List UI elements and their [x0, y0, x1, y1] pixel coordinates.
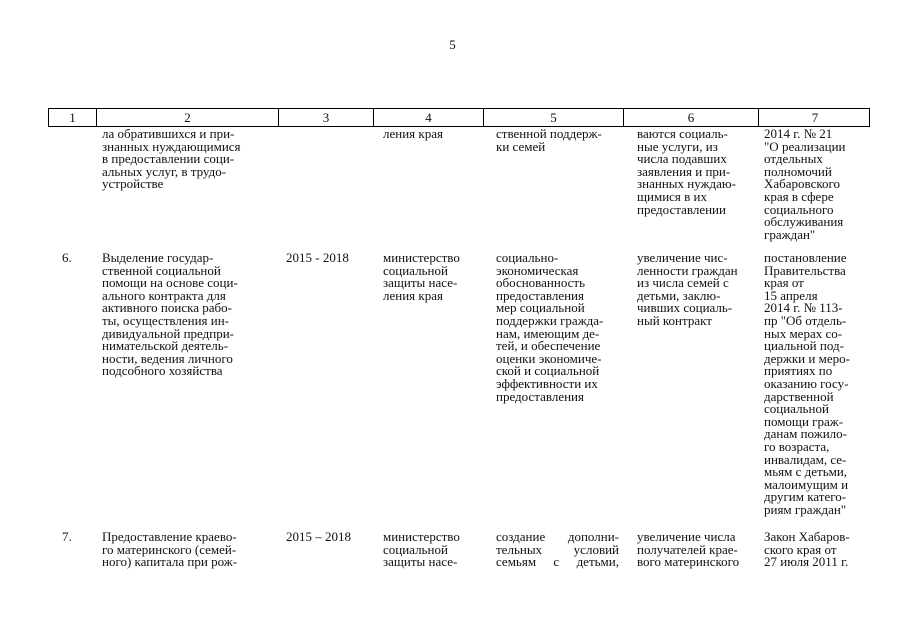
cell-line: ных мерах со-	[764, 325, 843, 341]
cell-line: инвалидам, се-	[764, 451, 847, 467]
cell-line: края от	[764, 275, 804, 291]
cell-line: ственной социальной	[102, 262, 221, 278]
cell-line: социальной	[764, 401, 829, 417]
cell-line: тей, и обеспечение	[496, 338, 601, 354]
column-number-4: 4	[374, 109, 484, 126]
legal-basis-cell	[758, 128, 870, 241]
page-number: 5	[449, 37, 456, 52]
cell-line: министерство	[383, 529, 460, 544]
cell-line: предоставления	[496, 287, 584, 303]
period-cell	[278, 128, 373, 241]
cell-line: Предоставление краево-	[102, 529, 237, 544]
executor-cell	[373, 128, 483, 241]
cell-line: тельных условий	[496, 541, 619, 557]
cell-line: 2015 - 2018	[286, 250, 349, 265]
cell-line: активного поиска рабо-	[102, 300, 232, 316]
cell-line: ные услуги, из	[637, 138, 718, 154]
cell-line: обоснованность	[496, 275, 586, 291]
column-number-3: 3	[279, 109, 374, 126]
cell-line: увеличение числа	[637, 529, 736, 544]
cell-line: предоставления	[496, 388, 584, 404]
cell-line: нимательской деятель-	[102, 338, 229, 354]
cell-line: ления края	[383, 126, 443, 141]
cell-line: социального	[764, 201, 834, 217]
cell-line: защиты насе-	[383, 275, 458, 291]
cell-line: экономическая	[496, 262, 579, 278]
column-number-6: 6	[624, 109, 759, 126]
cell-line: приятиях по	[764, 363, 833, 379]
cell-line: Хабаровского	[764, 176, 841, 192]
cell-line: риям граждан"	[764, 501, 847, 517]
cell-line: Правительства	[764, 262, 846, 278]
cell-line: знанных нуждаю-	[637, 176, 736, 192]
cell-line: постановление	[764, 250, 847, 265]
cell-line: дивидуальной предпри-	[102, 325, 234, 341]
cell-line: ного) капитала при рож-	[102, 554, 238, 570]
cell-line: "О реализации	[764, 138, 846, 154]
cell-line: отдельных	[764, 151, 823, 167]
column-number-5: 5	[484, 109, 624, 126]
cell-line: заявления и при-	[637, 163, 731, 179]
cell-line: семьям с детьми,	[496, 554, 619, 570]
cell-line: пр "Об отдель-	[764, 312, 847, 328]
result-cell	[623, 531, 758, 569]
cell-line: из числа семей с	[637, 275, 729, 291]
column-number-header	[48, 108, 870, 127]
cell-line: помощи на основе соци-	[102, 275, 238, 291]
period-cell	[278, 531, 373, 569]
cell-line: знанных нуждающимися	[102, 138, 241, 154]
measure-cell	[96, 252, 278, 516]
cell-line: защиты насе-	[383, 554, 458, 570]
row-number-cell: 7.	[62, 529, 72, 544]
mechanism-cell	[483, 252, 623, 516]
cell-line: дарственной	[764, 388, 834, 404]
cell-line: оценки экономиче-	[496, 350, 602, 366]
cell-line: другим катего-	[764, 489, 847, 505]
cell-line: ского края от	[764, 541, 837, 557]
cell-line: нам, имеющим де-	[496, 325, 600, 341]
cell-line: получателей крае-	[637, 541, 738, 557]
cell-line: оказанию госу-	[764, 375, 849, 391]
cell-line: Закон Хабаров-	[764, 529, 850, 544]
cell-line: подсобного хозяйства	[102, 363, 223, 379]
cell-line: мер социальной	[496, 300, 585, 316]
cell-line: увеличение чис-	[637, 250, 728, 265]
executor-cell	[373, 531, 483, 569]
executor-cell	[373, 252, 483, 516]
cell-line: граждан"	[764, 226, 816, 242]
cell-line: 15 апреля	[764, 287, 818, 303]
cell-line: чивших социаль-	[637, 300, 733, 316]
period-cell	[278, 252, 373, 516]
cell-line: ный контракт	[637, 312, 712, 328]
cell-line: малоимущим и	[764, 476, 849, 492]
cell-line: в предоставлении соци-	[102, 151, 235, 167]
cell-line: 2014 г. № 113-	[764, 300, 843, 316]
column-number-2: 2	[97, 109, 279, 126]
cell-line: 2015 – 2018	[286, 529, 351, 544]
cell-line: числа подавших	[637, 151, 727, 167]
cell-line: щимися в их	[637, 188, 707, 204]
cell-line: помощи граж-	[764, 413, 844, 429]
cell-line: ности, ведения личного	[102, 350, 233, 366]
cell-line: ленности граждан	[637, 262, 738, 278]
cell-line: обслуживания	[764, 214, 844, 230]
result-cell	[623, 252, 758, 516]
mechanism-cell	[483, 128, 623, 241]
cell-line: ственной поддерж-	[496, 126, 602, 141]
cell-line: альных услуг, в трудо-	[102, 163, 227, 179]
cell-line: 2014 г. № 21	[764, 126, 833, 141]
cell-line: мьям с детьми,	[764, 464, 848, 480]
legal-basis-cell	[758, 252, 870, 516]
cell-line: создание дополни-	[496, 529, 619, 544]
cell-line: социально-	[496, 250, 559, 265]
cell-line: предоставлении	[637, 201, 726, 217]
cell-line: ления края	[383, 287, 443, 303]
measure-cell	[96, 128, 278, 241]
cell-line: эффективности их	[496, 375, 598, 391]
cell-line: ла обратившихся и при-	[102, 126, 235, 141]
cell-line: министерство	[383, 250, 460, 265]
cell-line: края в сфере	[764, 188, 834, 204]
cell-line: 27 июля 2011 г.	[764, 554, 849, 570]
mechanism-cell	[483, 531, 623, 569]
cell-line: детьми, заклю-	[637, 287, 721, 303]
cell-line: ального контракта для	[102, 287, 226, 303]
cell-line: ки семей	[496, 138, 546, 154]
measure-cell	[96, 531, 278, 569]
cell-line: Выделение государ-	[102, 250, 214, 265]
cell-line: данам пожило-	[764, 426, 847, 442]
row-number-cell	[48, 128, 96, 241]
cell-line: ской и социальной	[496, 363, 600, 379]
cell-line: поддержки гражда-	[496, 312, 604, 328]
cell-line: ты, осуществления ин-	[102, 312, 230, 328]
cell-line: полномочий	[764, 163, 832, 179]
cell-line: ваются социаль-	[637, 126, 728, 141]
table-row-continuation	[48, 128, 870, 241]
column-number-1: 1	[49, 109, 97, 126]
row-number-cell: 6.	[62, 250, 72, 265]
table-row-7	[48, 531, 870, 569]
table-row-6	[48, 252, 870, 516]
cell-line: вого материнского	[637, 554, 740, 570]
column-number-7: 7	[811, 110, 819, 125]
cell-line: социальной	[383, 262, 448, 278]
cell-line: социальной	[383, 541, 448, 557]
cell-line: циальной под-	[764, 338, 844, 354]
result-cell	[623, 128, 758, 241]
cell-line: го возраста,	[764, 438, 830, 454]
cell-line: го материнского (семей-	[102, 541, 237, 557]
legal-basis-cell	[758, 531, 870, 569]
cell-line: держки и меро-	[764, 350, 850, 366]
cell-line: устройстве	[102, 176, 164, 192]
